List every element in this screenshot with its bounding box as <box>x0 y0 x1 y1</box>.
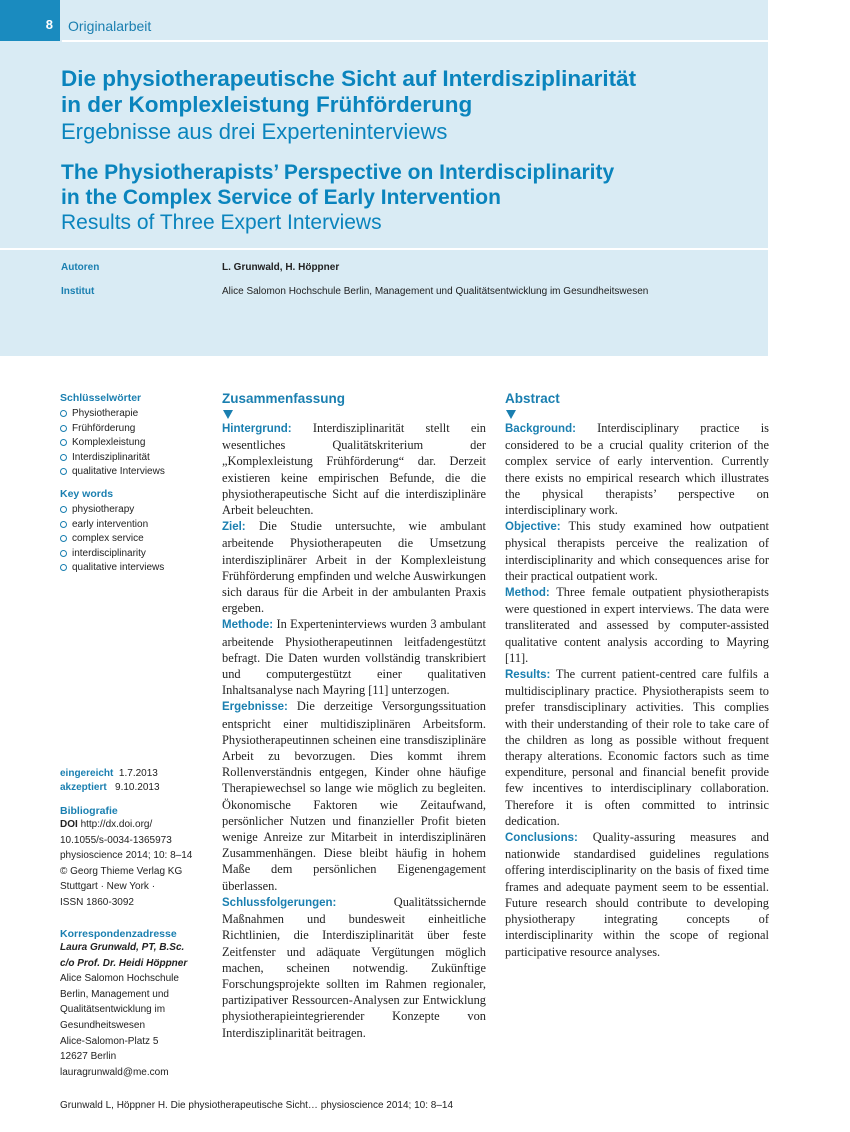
german-title-block <box>61 66 761 145</box>
address-line: Berlin, Management und <box>60 988 169 1000</box>
page-number-box <box>0 0 60 41</box>
english-abstract <box>505 390 769 960</box>
keyword-item: Frühförderung <box>60 422 210 437</box>
abstract-paragraph: Ergebnisse: Die derzeitige Versorgungssituation entspricht einer multidisziplinären Arbeitsform. Physiotherapeutinnen scheinen eine transdisziplinäre Arbeit zu bevorzugen. Dies kommt ihrem Rollenverständnis entgegen, Kinder ohne häufige Therapiewechsel so lange wie möglich zu begleiten. Ökonomische Faktoren wie Zeitaufwand, persönlicher Nutzen und finanzieller Profit bieten wenige Anreize zur Mitarbeit in interdisziplinären Zusammenhängen. Diese bleibt häufig in hohem Maße dem persönlichen Eigenengagement überlassen. <box>222 699 486 893</box>
title-rule <box>0 248 768 250</box>
accepted-date: 9.10.2013 <box>115 782 160 793</box>
keywords-en-label: Key words <box>60 487 114 500</box>
authors-label: Autoren <box>61 262 100 273</box>
german-subtitle: Ergebnisse aus drei Experteninterviews <box>61 119 448 144</box>
circle-bullet-icon <box>60 550 67 557</box>
keyword-item: complex service <box>60 532 210 547</box>
abstract-paragraph: Schlussfolgerungen: Qualitätssichernde Maßnahmen und bundesweit einheitliche Richtlinien, die Interdisziplinarität über feste Zeitfenster und adäquate Vergütungen möglich machen, scheinen notwendig. Zukünftige Forschungsprojekte sollten im Rahmen regionaler, partizipativer Ressourcen-Analysen zur Entwicklung physiotherapieintegrierender Konzepte von Interdisziplinarität beitragen. <box>222 894 486 1040</box>
address-line: Qualitätsentwicklung im <box>60 1004 166 1016</box>
dates-block <box>60 767 210 795</box>
abstract-paragraph: Background: Interdisciplinary practice is considered to be a crucial quality criterion of the complex service of early intervention. Currently there exists no empirical research which illustrates the physical therapists’ perspective on interdisciplinary work. <box>505 421 769 518</box>
circle-bullet-icon <box>60 439 67 446</box>
keyword-item: Physiotherapie <box>60 407 210 422</box>
biblio-line: ISSN 1860-3092 <box>60 896 134 908</box>
english-title-block <box>61 160 761 235</box>
keyword-item: Komplexleistung <box>60 436 210 451</box>
footer-citation: Grunwald L, Höppner H. Die physiotherapeutische Sicht… physioscience 2014; 10: 8–14 <box>60 1100 454 1111</box>
circle-bullet-icon <box>60 564 67 571</box>
biblio-line: physioscience 2014; 10: 8–14 <box>60 850 193 862</box>
german-title-line1: Die physiotherapeutische Sicht auf Interdisziplinarität <box>61 66 637 91</box>
abstract-paragraph: Ziel: Die Studie untersuchte, wie ambulant arbeitende Physiotherapeuten die Umsetzung interdisziplinärer Arbeit in der Komplexleistung Frühförderung empfinden und welche Auswirkungen sich daraus für die Arbeit in der ambulanten Praxis ergeben. <box>222 519 486 616</box>
address-line: 12627 Berlin <box>60 1051 117 1063</box>
authors: L. Grunwald, H. Höppner <box>222 262 340 273</box>
received-date: 1.7.2013 <box>118 768 158 779</box>
circle-bullet-icon <box>60 535 67 542</box>
received-label: eingereicht <box>60 768 114 779</box>
keywords-en-list <box>60 503 210 576</box>
english-subtitle: Results of Three Expert Interviews <box>61 211 382 234</box>
institute-label: Institut <box>61 286 95 297</box>
accepted-label: akzeptiert <box>60 782 107 793</box>
address-line: Alice Salomon Hochschule <box>60 973 179 985</box>
doi-link[interactable]: http://dx.doi.org/ <box>80 819 153 830</box>
correspondence-name: Laura Grunwald, PT, B.Sc. <box>60 942 185 953</box>
triangle-down-icon <box>223 410 233 419</box>
keywords-sidebar <box>60 392 210 584</box>
address-line: Gesundheitswesen <box>60 1019 146 1031</box>
abstract-paragraph: Method: Three female outpatient physiotherapists were questioned in expert interviews. The data were transliterated and assessed by computer-assisted qualitative content analysis according to Mayring [11]. <box>505 585 769 665</box>
abstract-paragraph: Conclusions: Quality-assuring measures and nationwide standardised guidelines regulations offering interdisciplinarity on the basis of fixed time frames and adequate payment seem to be essential. Future research should contribute to developing physiotherapy integrating concepts of interdisciplinarity within the scope of regional participative resource analyses. <box>505 830 769 959</box>
page-number: 8 <box>45 17 53 32</box>
german-title-line2: in der Komplexleistung Frühförderung <box>61 92 473 117</box>
biblio-line: Stuttgart · New York · <box>60 881 156 893</box>
doi-label: DOI <box>60 819 78 830</box>
keywords-de-list <box>60 407 210 480</box>
circle-bullet-icon <box>60 454 67 461</box>
correspondence-label: Korrespondenzadresse <box>60 928 177 940</box>
email-link[interactable]: lauragrunwald@me.com <box>60 1066 169 1078</box>
abstract-paragraph: Hintergrund: Interdisziplinarität stellt ein wesentliches Qualitätskriterium der „Komplexleistung Frühförderung“ dar. Derzeit existieren keine empirischen Befunde, die die physiotherapeutische Sicht auf die interdisziplinäre Arbeit beleuchten. <box>222 421 486 518</box>
keyword-item: early intervention <box>60 518 210 533</box>
keyword-item: Interdisziplinarität <box>60 451 210 466</box>
keyword-item: interdisciplinarity <box>60 547 210 562</box>
abstract-paragraph: Results: The current patient-centred care fulfils a multidisciplinary practice. Physiotherapists seem to prefer transdisciplinary activities. This complies with their understanding of their role to take care of the children as long as possible without frequent therapy alterations. Economic factors such as time expenditure, personal and financial benefit provide few incentives to interdisciplinary collaboration. Therefore it is often committed to intrinsic dedication. <box>505 667 769 828</box>
keywords-de-label: Schlüsselwörter <box>60 392 142 404</box>
keyword-item: qualitative interviews <box>60 561 210 576</box>
correspondence-block <box>60 928 210 1080</box>
triangle-down-icon <box>506 410 516 419</box>
english-title-line2: in the Complex Service of Early Intervention <box>61 186 501 209</box>
german-abstract <box>222 390 486 1041</box>
bibliography-block <box>60 805 210 911</box>
keyword-item: physiotherapy <box>60 503 210 518</box>
circle-bullet-icon <box>60 425 67 432</box>
english-title-line1: The Physiotherapists’ Perspective on Interdisciplinarity <box>61 161 615 184</box>
keyword-item: qualitative Interviews <box>60 465 210 480</box>
circle-bullet-icon <box>60 468 67 475</box>
institute: Alice Salomon Hochschule Berlin, Management und Qualitätsentwicklung im Gesundheitswesen <box>222 286 649 297</box>
circle-bullet-icon <box>60 521 67 528</box>
biblio-line: © Georg Thieme Verlag KG <box>60 865 183 877</box>
german-abstract-heading: Zusammenfassung <box>222 391 346 406</box>
abstract-paragraph: Objective: This study examined how outpatient physical therapists perceive the realization of interdisciplinarity and which consequences arise for their practical outpatient work. <box>505 519 770 583</box>
bibliography-label: Bibliografie <box>60 805 118 817</box>
address-line: Alice-Salomon-Platz 5 <box>60 1035 159 1047</box>
correspondence-name: c/o Prof. Dr. Heidi Höppner <box>60 957 188 969</box>
section-label: Originalarbeit <box>68 18 152 34</box>
biblio-line: 10.1055/s-0034-1365973 <box>60 834 172 846</box>
abstract-paragraph: Methode: In Experteninterviews wurden 3 ambulant arbeitende Physiotherapeutinnen leitfadengestützt befragt. Die Daten wurden vollständig transkribiert und computergestützt einer qualitativen Inhaltsanalyse nach Mayring [11] unterzogen. <box>222 617 486 698</box>
circle-bullet-icon <box>60 506 67 513</box>
header-rule <box>62 40 768 42</box>
english-abstract-heading: Abstract <box>505 391 560 406</box>
circle-bullet-icon <box>60 410 67 417</box>
